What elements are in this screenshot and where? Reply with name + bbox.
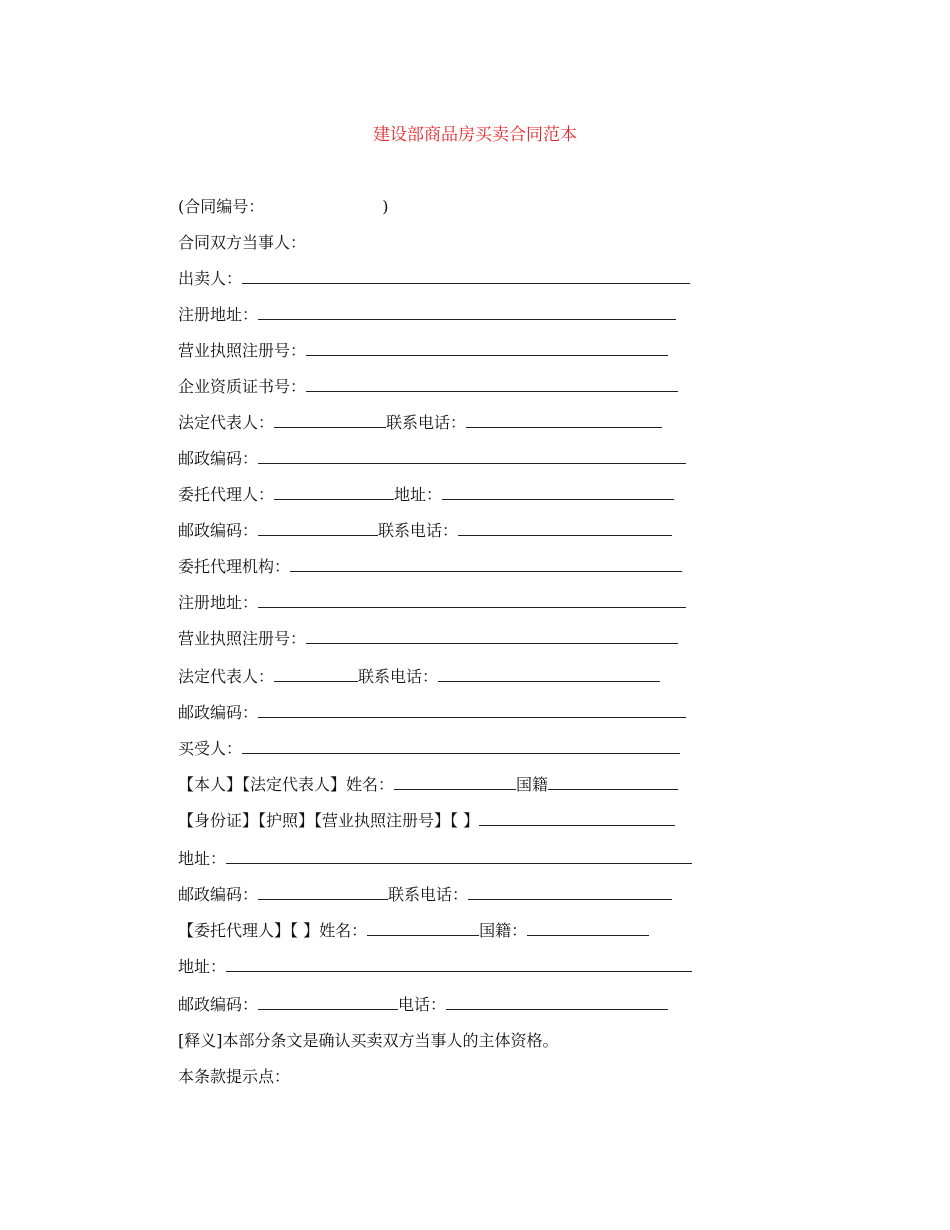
agency-postcode-line [178,700,686,726]
contract-number-close: ) [382,197,389,216]
buyer-phone-label: 联系电话： [388,885,469,904]
seller-postcode-label: 邮政编码： [178,449,259,468]
contract-number-line [178,194,389,220]
seller-legal-rep-line [178,410,662,436]
agency-legal-rep-label: 法定代表人： [178,667,275,686]
seller-postcode-blank[interactable] [258,446,686,464]
parties-heading-text: 合同双方当事人： [178,233,307,252]
seller-license-label: 营业执照注册号： [178,341,307,360]
agency-blank[interactable] [290,554,682,572]
buyer-agent-postcode-line [178,992,668,1018]
seller-reg-address-label: 注册地址： [178,305,259,324]
buyer-agent-address-label: 地址： [178,957,227,976]
seller-agent-address-blank[interactable] [442,482,674,500]
buyer-nationality-blank[interactable] [548,772,678,790]
seller-agent-postcode-label: 邮政编码： [178,521,259,540]
seller-agent-line [178,482,674,508]
buyer-self-label: 【本人】【法定代表人】姓名： [178,775,395,794]
buyer-agent-nationality-label: 国籍： [479,921,528,940]
seller-qualification-blank[interactable] [306,374,678,392]
note-text: [释义]本部分条文是确认买卖双方当事人的主体资格。 [178,1031,559,1050]
seller-agent-phone-blank[interactable] [458,518,672,536]
agency-postcode-label: 邮政编码： [178,703,259,722]
buyer-id-blank[interactable] [479,808,675,826]
buyer-postcode-line [178,882,672,908]
agency-line [178,554,682,580]
buyer-agent-line [178,918,649,944]
contract-number-label: (合同编号： [178,197,265,216]
agency-label: 委托代理机构： [178,557,291,576]
document-title: 建设部商品房买卖合同范本 [373,125,577,145]
hint-heading-line [178,1064,290,1090]
seller-license-line [178,338,668,364]
buyer-blank[interactable] [242,736,680,754]
buyer-agent-postcode-label: 邮政编码： [178,995,259,1014]
agency-legal-rep-blank[interactable] [274,664,358,682]
seller-agent-phone-label: 联系电话： [378,521,459,540]
buyer-id-types: 【身份证】【护照】【营业执照注册号】【 】 [178,811,480,830]
buyer-self-line [178,772,678,798]
agency-license-label: 营业执照注册号： [178,629,307,648]
buyer-agent-label: 【委托代理人】【 】姓名： [178,921,368,940]
note-line [178,1028,559,1054]
buyer-agent-name-blank[interactable] [367,918,479,936]
buyer-address-line [178,846,692,872]
agency-postcode-blank[interactable] [258,700,686,718]
agency-phone-blank[interactable] [438,664,660,682]
agency-reg-address-line [178,590,686,616]
buyer-agent-nationality-blank[interactable] [527,918,649,936]
seller-label: 出卖人： [178,269,243,288]
buyer-agent-address-blank[interactable] [226,954,692,972]
seller-agent-blank[interactable] [274,482,394,500]
seller-phone-label: 联系电话： [386,413,467,432]
seller-blank[interactable] [242,266,690,284]
seller-legal-rep-blank[interactable] [274,410,386,428]
seller-postcode-line [178,446,686,472]
buyer-address-blank[interactable] [226,846,692,864]
seller-reg-address-blank[interactable] [258,302,676,320]
buyer-label: 买受人： [178,739,243,758]
buyer-postcode-blank[interactable] [258,882,388,900]
seller-qualification-line [178,374,678,400]
seller-agent-address-label: 地址： [394,485,443,504]
parties-heading [178,230,306,256]
seller-qualification-label: 企业资质证书号： [178,377,307,396]
buyer-agent-postcode-blank[interactable] [258,992,398,1010]
buyer-postcode-label: 邮政编码： [178,885,259,904]
buyer-line [178,736,680,762]
seller-legal-rep-label: 法定代表人： [178,413,275,432]
seller-license-blank[interactable] [306,338,668,356]
buyer-phone-blank[interactable] [468,882,672,900]
seller-line [178,266,690,292]
buyer-id-line [178,808,675,834]
hint-heading: 本条款提示点： [178,1067,291,1086]
agency-license-line [178,626,678,652]
seller-reg-address-line [178,302,676,328]
agency-legal-rep-line [178,664,660,690]
buyer-nationality-label: 国籍 [516,775,549,794]
seller-agent-postcode-line [178,518,672,544]
buyer-agent-phone-label: 电话： [398,995,447,1014]
agency-license-blank[interactable] [306,626,678,644]
seller-agent-label: 委托代理人： [178,485,275,504]
buyer-agent-phone-blank[interactable] [446,992,668,1010]
buyer-agent-address-line [178,954,692,980]
seller-phone-blank[interactable] [466,410,662,428]
buyer-name-blank[interactable] [394,772,516,790]
agency-reg-address-label: 注册地址： [178,593,259,612]
agency-reg-address-blank[interactable] [258,590,686,608]
seller-agent-postcode-blank[interactable] [258,518,378,536]
agency-phone-label: 联系电话： [358,667,439,686]
buyer-address-label: 地址： [178,849,227,868]
